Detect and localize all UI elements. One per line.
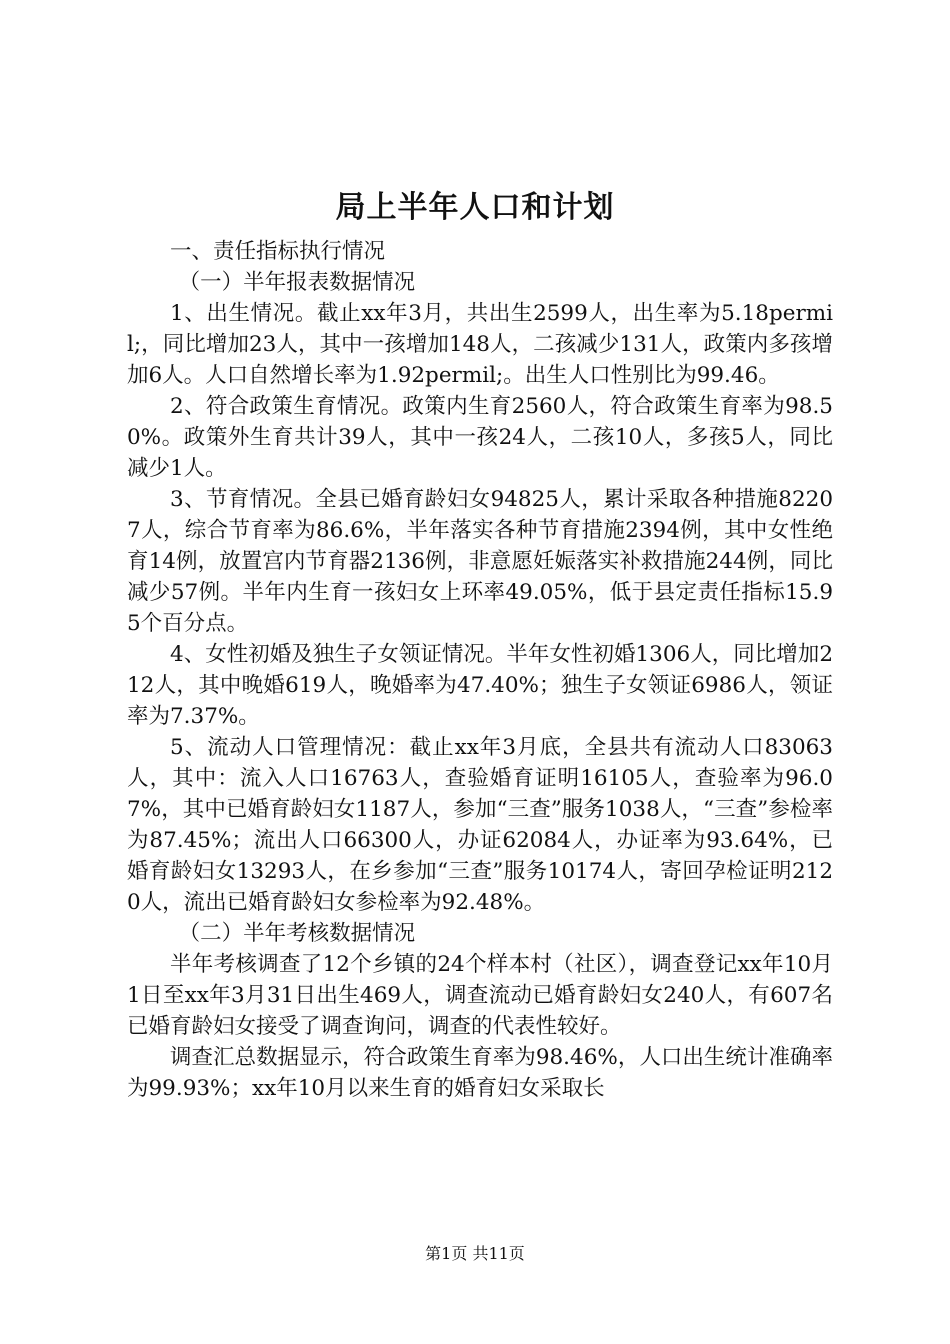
subsection-heading-1: （一）半年报表数据情况 <box>178 270 416 295</box>
document-body <box>127 236 833 1104</box>
subsection-heading-2: （二）半年考核数据情况 <box>178 921 416 946</box>
paragraph-birth: 1、出生情况。截止xx年3月，共出生2599人，出生率为5.18permil;，同比增加23人，其中一孩增加148人，二孩减少131人，政策内多孩增加6人。人口自然增长率为1.92permil;。出生人口性别比为99.46。 <box>127 301 833 388</box>
document-title: 局上半年人口和计划 <box>335 190 615 225</box>
page-footer: 第1页 共11页 <box>425 1244 525 1263</box>
paragraph-survey: 半年考核调查了12个乡镇的24个样本村（社区），调查登记xx年10月1日至xx年3月31日出生469人，调查流动已婚育龄妇女240人，有607名已婚育龄妇女接受了调查询问，调查的代表性较好。 <box>127 952 833 1039</box>
section-heading-1: 一、责任指标执行情况 <box>170 239 386 264</box>
paragraph-survey-results: 调查汇总数据显示，符合政策生育率为98.46%，人口出生统计准确率为99.93%；xx年10月以来生育的婚育妇女采取长 <box>127 1045 833 1101</box>
paragraph-marriage-certificates: 4、女性初婚及独生子女领证情况。半年女性初婚1306人，同比增加212人，其中晚婚619人，晚婚率为47.40%；独生子女领证6986人，领证率为7.37%。 <box>127 642 833 729</box>
paragraph-contraception: 3、节育情况。全县已婚育龄妇女94825人，累计采取各种措施82207人，综合节育率为86.6%，半年落实各种节育措施2394例，其中女性绝育14例，放置宫内节育器2136例，非意愿妊娠落实补救措施244例，同比减少57例。半年内生育一孩妇女上环率49.05%，低于县定责任指标15.95个百分点。 <box>127 487 833 636</box>
paragraph-floating-population: 5、流动人口管理情况：截止xx年3月底，全县共有流动人口83063人，其中：流入人口16763人，查验婚育证明16105人，查验率为96.07%，其中已婚育龄妇女1187人，参加“三查”服务1038人，“三查”参检率为87.45%；流出人口66300人，办证62084人，办证率为93.64%，已婚育龄妇女13293人，在乡参加“三查”服务10174人，寄回孕检证明2120人，流出已婚育龄妇女参检率为92.48%。 <box>127 735 833 915</box>
paragraph-policy-births: 2、符合政策生育情况。政策内生育2560人，符合政策生育率为98.50%。政策外生育共计39人，其中一孩24人，二孩10人，多孩5人，同比减少1人。 <box>127 394 833 481</box>
